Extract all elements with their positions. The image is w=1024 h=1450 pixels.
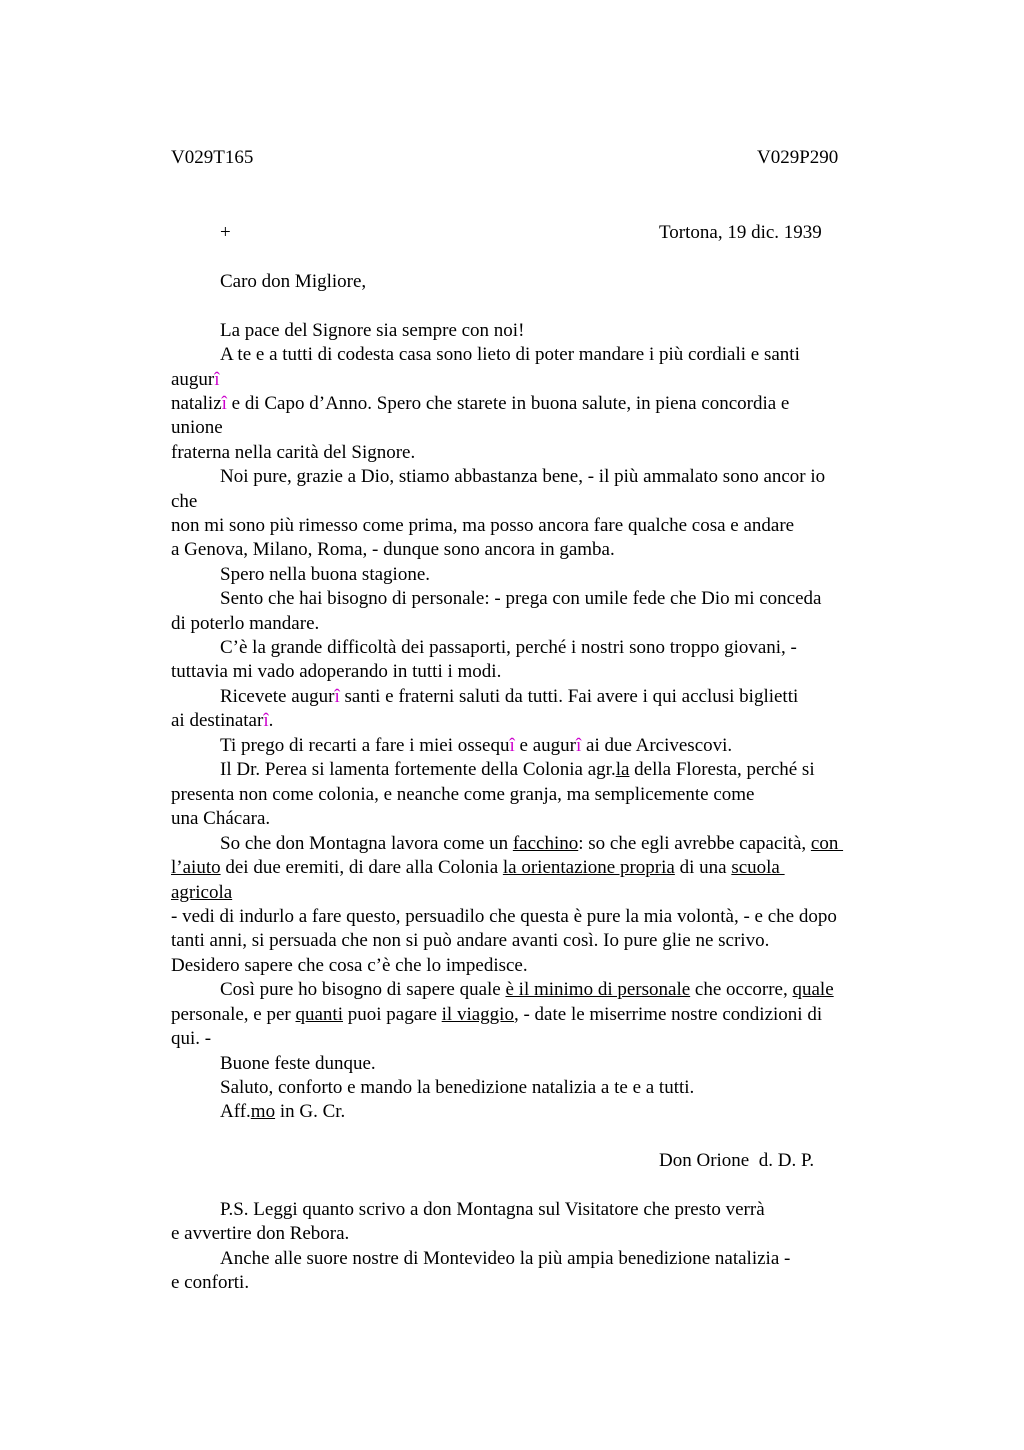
document-code-right: V029P290 [757, 147, 839, 168]
body-line: personale, e per quanti puoi pagare il viaggio, - date le miserrime nostre condizioni di [171, 1004, 823, 1025]
underlined-text: la [615, 759, 630, 780]
accent-mark: î [214, 369, 220, 390]
body-line: Saluto, conforto e mando la benedizione natalizia a te e a tutti. [220, 1077, 695, 1098]
body-line: So che don Montagna lavora come un facchino: so che egli avrebbe capacità, con [220, 833, 844, 854]
body-line: Buone feste dunque. [220, 1053, 376, 1074]
place-date: Tortona, 19 dic. 1939 [659, 222, 822, 243]
document-code-left: V029T165 [171, 147, 254, 168]
underlined-text: quale [792, 979, 834, 1000]
body-line: Aff.mo in G. Cr. [220, 1101, 346, 1122]
body-line: Ti prego di recarti a fare i miei ossequî e augurî ai due Arcivescovi. [220, 735, 733, 756]
body-line: presenta non come colonia, e neanche come granja, ma semplicemente come [171, 784, 755, 805]
underlined-text: agricola [171, 882, 233, 903]
underlined-text: il viaggio [441, 1004, 514, 1025]
body-line: non mi sono più rimesso come prima, ma posso ancora fare qualche cosa e andare [171, 515, 795, 536]
underlined-text: mo [250, 1101, 276, 1122]
underlined-text: l’aiuto [171, 857, 221, 878]
body-line: ai destinatarî. [171, 710, 274, 731]
postscript-line: Anche alle suore nostre di Montevideo la più ampia benedizione natalizia - [220, 1248, 791, 1269]
accent-mark: î [221, 393, 227, 414]
body-line: di poterlo mandare. [171, 613, 320, 634]
underlined-text: con [810, 833, 844, 854]
postscript-line: e conforti. [171, 1272, 250, 1293]
body-line: l’aiuto dei due eremiti, di dare alla Colonia la orientazione propria di una scuola [171, 857, 785, 878]
salutation: Caro don Migliore, [220, 271, 367, 292]
postscript-line: e avvertire don Rebora. [171, 1223, 350, 1244]
underlined-text: facchino [512, 833, 579, 854]
body-line: Spero nella buona stagione. [220, 564, 431, 585]
underlined-text: la orientazione propria [502, 857, 675, 878]
body-line: a Genova, Milano, Roma, - dunque sono ancora in gamba. [171, 539, 615, 560]
accent-mark: î [575, 735, 582, 756]
body-line: Il Dr. Perea si lamenta fortemente della Colonia agr.la della Floresta, perché si [220, 759, 815, 780]
body-line: Sento che hai bisogno di personale: - prega con umile fede che Dio mi conceda [220, 588, 822, 609]
body-line: fraterna nella carità del Signore. [171, 442, 416, 463]
body-line: qui. - [171, 1028, 212, 1049]
body-line: unione [171, 417, 223, 438]
body-line: tuttavia mi vado adoperando in tutti i modi. [171, 661, 502, 682]
underlined-text: quanti [295, 1004, 343, 1025]
body-line: natalizî e di Capo d’Anno. Spero che starete in buona salute, in piena concordia e [171, 393, 790, 414]
body-line: Ricevete augurî santi e fraterni saluti da tutti. Fai avere i qui acclusi biglietti [220, 686, 799, 707]
body-line: che [171, 491, 198, 512]
signature: Don Orione d. D. P. [659, 1150, 815, 1171]
body-line: Desidero sapere che cosa c’è che lo impedisce. [171, 955, 528, 976]
body-line: tanti anni, si persuada che non si può andare avanti così. Io pure glie ne scrivo. [171, 930, 770, 951]
cross-mark: + [220, 222, 231, 243]
body-line: C’è la grande difficoltà dei passaporti, perché i nostri sono troppo giovani, - [220, 637, 797, 658]
accent-mark: î [334, 686, 340, 707]
underlined-text: scuola [731, 857, 785, 878]
body-line: Così pure ho bisogno di sapere quale è il minimo di personale che occorre, quale [220, 979, 834, 1000]
body-line: A te e a tutti di codesta casa sono lieto di poter mandare i più cordiali e santi [220, 344, 800, 365]
body-line: una Chácara. [171, 808, 271, 829]
body-line: Noi pure, grazie a Dio, stiamo abbastanza bene, - il più ammalato sono ancor io [220, 466, 826, 487]
body-line: augurî [171, 369, 220, 390]
postscript-line: P.S. Leggi quanto scrivo a don Montagna sul Visitatore che presto verrà [220, 1199, 765, 1220]
body-line: La pace del Signore sia sempre con noi! [220, 320, 525, 341]
body-line: - vedi di indurlo a fare questo, persuadilo che questa è pure la mia volontà, - e che dopo [171, 906, 837, 927]
underlined-text: è il minimo di personale [505, 979, 691, 1000]
accent-mark: î [263, 710, 269, 731]
body-line [171, 881, 232, 905]
accent-mark: î [509, 735, 515, 756]
